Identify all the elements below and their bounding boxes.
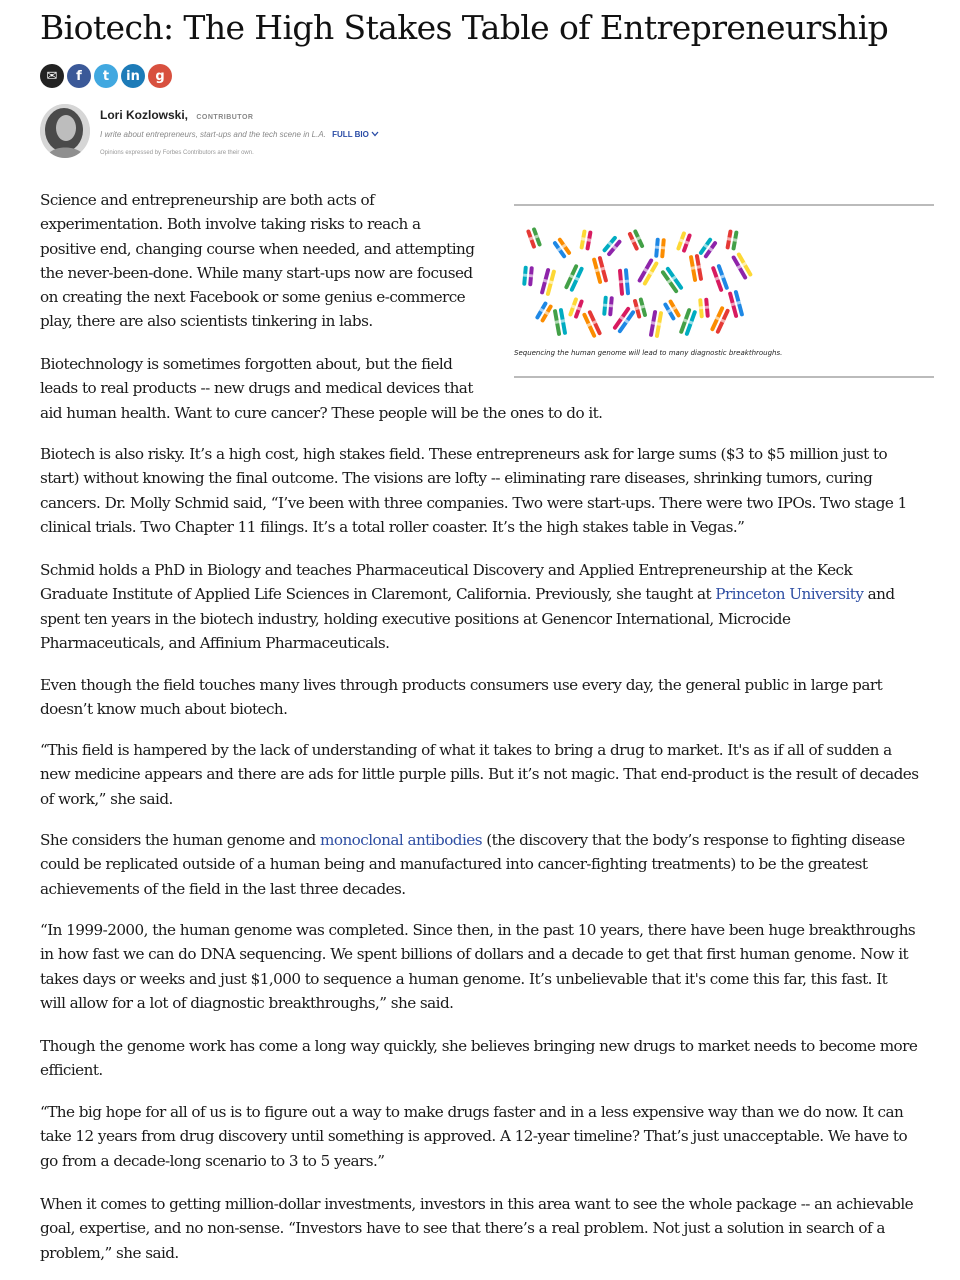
- chromosome-shape: [649, 310, 664, 338]
- chromosome-shape: [710, 306, 730, 335]
- paragraph-line: play, there are also scientists tinkering in labs.: [40, 312, 373, 331]
- contributor-disclaimer: Opinions expressed by Forbes Contributors are their own.: [100, 150, 254, 156]
- author-bio-line: [100, 130, 379, 139]
- figure-caption: Sequencing the human genome will lead to many diagnostic breakthroughs.: [514, 349, 783, 357]
- chromosome-shape: [679, 308, 698, 337]
- chromosome-shape: [633, 297, 648, 319]
- chromosome-shape: [698, 298, 710, 319]
- paragraph-1: [40, 188, 474, 334]
- chromosome-shape: [676, 231, 692, 253]
- chromosome-shape: [654, 238, 666, 259]
- paragraph-line: [40, 828, 905, 852]
- chromosome-shape: [568, 297, 584, 319]
- paragraph-line: of work,” she said.: [40, 789, 173, 808]
- chromosome-shape: [602, 235, 623, 257]
- paragraph-line: “The big hope for all of us is to figure out a way to make drugs faster and in a less expensive way than we do now. It can: [40, 1103, 904, 1121]
- paragraph-line: Biotech is also risky. It’s a high cost, high stakes field. These entrepreneurs ask for large sums ($3 to $5 million just to: [40, 445, 888, 463]
- chromosome-shape: [711, 264, 730, 293]
- chromosome-shape: [731, 252, 753, 280]
- chromosome-shape: [592, 256, 609, 285]
- chromosome-shape: [582, 310, 602, 339]
- chromosome-shape: [689, 254, 704, 282]
- avatar-portrait-icon: [40, 104, 90, 158]
- figure-top-rule: [514, 204, 934, 206]
- paragraph-line: [40, 582, 895, 606]
- google-plus-share-icon[interactable]: g: [148, 64, 172, 88]
- paragraph-text: and: [863, 585, 895, 604]
- paragraph-5: [40, 673, 882, 722]
- chromosome-illustration: [514, 220, 754, 350]
- paragraph-11: [40, 1192, 913, 1265]
- paragraph-2: [40, 352, 602, 425]
- paragraph-line: doesn’t know much about biotech.: [40, 700, 288, 719]
- author-name[interactable]: Lori Kozlowski,: [100, 108, 189, 122]
- full-bio-link[interactable]: [332, 130, 379, 139]
- chromosome-shape: [602, 296, 614, 317]
- paragraph-line: Though the genome work has come a long way quickly, she believes bringing new drugs to market needs to become more: [40, 1037, 918, 1055]
- paragraph-6: [40, 738, 919, 811]
- paragraph-line: leads to real products -- new drugs and medical devices that: [40, 379, 473, 398]
- paragraph-line: Pharmaceuticals, and Affinium Pharmaceuticals.: [40, 633, 390, 652]
- paragraph-text: She considers the human genome and: [40, 831, 320, 849]
- chromosome-shape: [725, 229, 738, 250]
- chromosome-shape: [535, 301, 554, 323]
- paragraph-line: could be replicated outside of a human being and manufactured into cancer-fighting treatments) to be the greatest: [40, 855, 868, 874]
- paragraph-line: takes days or weeks and just $1,000 to sequence a human genome. It’s unbelievable that it's come this far, this fast. It: [40, 969, 888, 988]
- chromosome-shape: [618, 268, 630, 296]
- chromosome-shape: [660, 266, 684, 294]
- chromosome-shape: [663, 299, 682, 321]
- paragraph-line: cancers. Dr. Molly Schmid said, “I’ve been with three companies. Two were start-ups. There were two IPOs. Two stage 1: [40, 493, 907, 512]
- paragraph-line: take 12 years from drug discovery until something is approved. A 12-year timeline? That’s just unacceptable. We have to: [40, 1127, 908, 1146]
- share-bar: [40, 64, 172, 88]
- paragraph-line: positive end, changing course when needed, and attempting: [40, 239, 475, 258]
- paragraph-line: “This field is hampered by the lack of understanding of what it takes to bring a drug to market. It's as if all of sudden a: [40, 741, 892, 759]
- chromosome-shape: [552, 237, 572, 259]
- paragraph-text: Graduate Institute of Applied Life Sciences in Claremont, California. Previously, she taught at: [40, 585, 716, 604]
- email-share-icon[interactable]: ✉: [40, 64, 64, 88]
- monoclonal-antibodies-link[interactable]: monoclonal antibodies: [320, 831, 482, 849]
- chromosome-shape: [698, 237, 718, 259]
- author-role: CONTRIBUTOR: [196, 114, 254, 121]
- paragraph-line: When it comes to getting million-dollar investments, investors in this area want to see the whole package -- an achievable: [40, 1195, 914, 1213]
- chromosome-shape: [579, 229, 592, 250]
- twitter-share-icon[interactable]: t: [94, 64, 118, 88]
- paragraph-line: experimentation. Both involve taking risks to reach a: [40, 215, 421, 234]
- paragraph-text: (the discovery that the body’s response to fighting disease: [481, 831, 905, 849]
- paragraph-line: aid human health. Want to cure cancer? These people will be the ones to do it.: [40, 403, 603, 422]
- paragraph-line: Science and entrepreneurship are both acts of: [40, 191, 375, 209]
- chromosome-shape: [540, 268, 557, 297]
- paragraph-line: spent ten years in the biotech industry, holding executive positions at Genencor International, Microcide: [40, 609, 791, 628]
- paragraph-line: the never-been-done. While many start-ups now are focused: [40, 263, 473, 282]
- chromosome-shape: [627, 229, 645, 251]
- linkedin-share-icon[interactable]: in: [121, 64, 145, 88]
- paragraph-line: problem,” she said.: [40, 1243, 179, 1262]
- author-avatar[interactable]: [40, 104, 90, 158]
- paragraph-10: [40, 1100, 907, 1173]
- chromosome-shape: [553, 308, 568, 336]
- paragraph-line: start) without knowing the final outcome. The visions are lofty -- eliminating rare diseases, shrinking tumors, curing: [40, 469, 873, 488]
- author-name-line: [100, 108, 253, 122]
- chromosome-shape: [728, 290, 745, 319]
- paragraph-line: on creating the next Facebook or some genius e-commerce: [40, 288, 466, 307]
- chromosome-shape: [522, 266, 534, 287]
- paragraph-line: Schmid holds a PhD in Biology and teaches Pharmaceutical Discovery and Applied Entrepreneurship at the Keck: [40, 561, 853, 579]
- paragraph-line: “In 1999-2000, the human genome was completed. Since then, in the past 10 years, there have been huge breakthroughs: [40, 921, 916, 939]
- chromosome-shape: [526, 227, 542, 249]
- paragraph-line: clinical trials. Two Chapter 11 filings. It’s a total roller coaster. It’s the high stakes table in Vegas.”: [40, 517, 745, 536]
- facebook-share-icon[interactable]: f: [67, 64, 91, 88]
- chromosome-shape: [612, 306, 636, 334]
- paragraph-line: in how fast we can do DNA sequencing. We spent billions of dollars and a decade to get that first human genome. Now it: [40, 945, 909, 964]
- author-bio: I write about entrepreneurs, start-ups and the tech scene in L.A.: [100, 130, 326, 139]
- chevron-down-icon: [371, 131, 379, 137]
- paragraph-line: goal, expertise, and no non-sense. “Investors have to see that there’s a real problem. Not just a solution in search of a: [40, 1219, 885, 1238]
- princeton-university-link[interactable]: Princeton University: [715, 585, 864, 604]
- full-bio-label: FULL BIO: [332, 130, 369, 139]
- paragraph-4: [40, 558, 895, 655]
- chromosome-shape: [564, 264, 584, 293]
- paragraph-9: [40, 1034, 917, 1083]
- paragraph-7: [40, 828, 905, 901]
- paragraph-8: [40, 918, 915, 1015]
- paragraph-line: efficient.: [40, 1061, 103, 1080]
- paragraph-line: new medicine appears and there are ads for little purple pills. But it’s not magic. That end-product is the result of decades: [40, 765, 919, 784]
- paragraph-line: Biotechnology is sometimes forgotten about, but the field: [40, 355, 453, 373]
- paragraph-line: achievements of the field in the last three decades.: [40, 879, 406, 898]
- paragraph-3: [40, 442, 907, 539]
- paragraph-line: will allow for a lot of diagnostic breakthroughs,” she said.: [40, 993, 454, 1012]
- paragraph-line: go from a decade-long scenario to 3 to 5 years.”: [40, 1151, 385, 1170]
- paragraph-line: Even though the field touches many lives through products consumers use every day, the general public in large part: [40, 676, 883, 694]
- chromosome-shape: [637, 258, 659, 286]
- article-title: Biotech: The High Stakes Table of Entrepreneurship: [40, 8, 889, 47]
